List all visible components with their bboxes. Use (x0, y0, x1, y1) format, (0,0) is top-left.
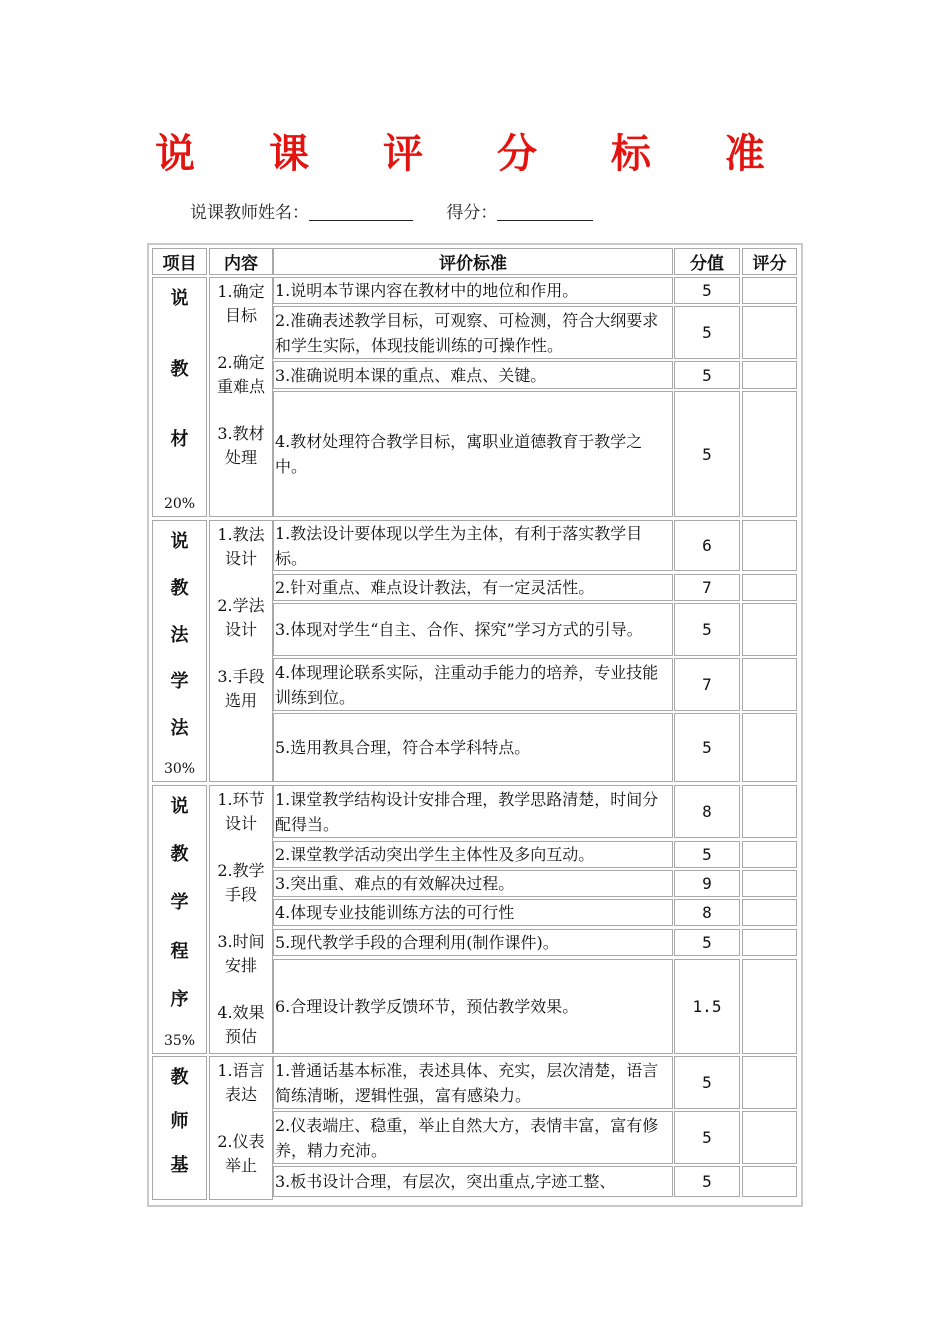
content-entry: 4.效果 预估 (217, 1003, 265, 1046)
points-cell: 5 (674, 841, 740, 868)
section-item-char: 基 (170, 1155, 189, 1176)
criterion-cell: 5.现代教学手段的合理利用(制作课件)。 (273, 929, 673, 956)
points-cell: 5 (674, 277, 740, 304)
score-input-cell[interactable] (742, 841, 797, 868)
header-points: 分值 (674, 248, 740, 275)
points-cell: 8 (674, 785, 740, 838)
points-cell: 5 (674, 929, 740, 956)
section-item-char: 程 (170, 940, 189, 962)
content-entry: 3.时间 安排 (217, 932, 265, 975)
score-input-cell[interactable] (742, 1111, 797, 1164)
section-percent: 30% (163, 760, 196, 777)
teacher-name-field[interactable] (309, 204, 413, 221)
criterion-cell: 4.体现理论联系实际，注重动手能力的培养，专业技能训练到位。 (273, 658, 673, 711)
criterion-cell: 2.仪表端庄、稳重，举止自然大方，表情丰富，富有修养，精力充沛。 (273, 1111, 673, 1164)
criterion-cell: 1.说明本节课内容在教材中的地位和作用。 (273, 277, 673, 304)
criterion-cell: 1.普通话基本标准，表述具体、充实，层次清楚，语言简练清晰，逻辑性强，富有感染力。 (273, 1056, 673, 1109)
section-percent: 35% (163, 1032, 196, 1049)
criterion-cell: 4.体现专业技能训练方法的可行性 (273, 899, 673, 926)
section-item-char: 说 (170, 288, 189, 309)
section-content (209, 277, 273, 517)
section-item-char: 教 (170, 358, 189, 380)
section-item (152, 1056, 207, 1200)
score-input-cell[interactable] (742, 658, 797, 711)
section-item-char: 教 (170, 577, 189, 599)
score-input-cell[interactable] (742, 603, 797, 656)
points-cell: 5 (674, 361, 740, 389)
teacher-name-label: 说课教师姓名： (190, 203, 309, 223)
score-input-cell[interactable] (742, 899, 797, 926)
section-item-char: 师 (170, 1111, 189, 1132)
criterion-cell: 5.选用教具合理，符合本学科特点。 (273, 713, 673, 782)
criterion-cell: 1.课堂教学结构设计安排合理，教学思路清楚，时间分配得当。 (273, 785, 673, 838)
page-title: 说 课 评 分 标 准 (155, 131, 795, 177)
points-cell: 5 (674, 306, 740, 359)
content-entry: 1.语言 表达 (217, 1061, 265, 1104)
score-input-cell[interactable] (742, 391, 797, 517)
criterion-cell: 6.合理设计教学反馈环节，预估教学效果。 (273, 959, 673, 1054)
criterion-cell: 2.课堂教学活动突出学生主体性及多向互动。 (273, 841, 673, 868)
header-criteria: 评价标准 (273, 248, 673, 275)
points-cell: 7 (674, 574, 740, 601)
criterion-cell: 3.板书设计合理，有层次，突出重点,字迹工整、 (273, 1166, 673, 1197)
score-label: 得分： (446, 203, 498, 223)
points-cell: 6 (674, 520, 740, 571)
header-score: 评分 (742, 248, 797, 275)
section-content (209, 520, 273, 782)
criterion-cell: 3.体现对学生“自主、合作、探究”学习方式的引导。 (273, 603, 673, 656)
section-item (152, 277, 207, 517)
section-item (152, 520, 207, 782)
score-input-cell[interactable] (742, 277, 797, 304)
section-item-char: 教 (170, 1067, 189, 1088)
section-item-char: 法 (170, 624, 189, 646)
score-input-cell[interactable] (742, 1166, 797, 1197)
section-item-char: 教 (170, 844, 189, 866)
points-cell: 9 (674, 870, 740, 897)
points-cell: 5 (674, 1111, 740, 1164)
criterion-cell: 2.针对重点、难点设计教法，有一定灵活性。 (273, 574, 673, 601)
criterion-cell: 2.准确表述教学目标，可观察、可检测，符合大纲要求和学生实际，体现技能训练的可操作性。 (273, 306, 673, 359)
section-item-char: 材 (170, 429, 189, 451)
header-fields (190, 198, 593, 223)
section-percent: 20% (163, 495, 196, 512)
content-entry: 2.仪表 举止 (217, 1132, 265, 1175)
score-input-cell[interactable] (742, 959, 797, 1054)
header-item: 项目 (152, 248, 207, 275)
score-input-cell[interactable] (742, 361, 797, 389)
section-item-char: 学 (170, 892, 189, 914)
score-input-cell[interactable] (742, 785, 797, 838)
content-entry: 1.确定 目标 (217, 282, 265, 325)
criterion-cell: 1.教法设计要体现以学生为主体，有利于落实教学目标。 (273, 520, 673, 571)
points-cell: 5 (674, 1166, 740, 1197)
score-input-cell[interactable] (742, 713, 797, 782)
criterion-cell: 4.教材处理符合教学目标，寓职业道德教育于教学之中。 (273, 391, 673, 517)
section-item-char: 学 (170, 671, 189, 693)
content-entry: 3.教材 处理 (217, 424, 265, 467)
section-item-char: 说 (170, 796, 189, 817)
criterion-cell: 3.准确说明本课的重点、难点、关键。 (273, 361, 673, 389)
content-entry: 1.教法 设计 (217, 525, 265, 568)
score-input-cell[interactable] (742, 929, 797, 956)
points-cell: 8 (674, 899, 740, 926)
score-input-cell[interactable] (742, 870, 797, 897)
points-cell: 5 (674, 391, 740, 517)
points-cell: 5 (674, 713, 740, 782)
total-score-field[interactable] (497, 204, 593, 221)
points-cell: 1.5 (674, 959, 740, 1054)
content-entry: 3.手段 选用 (217, 667, 265, 710)
points-cell: 5 (674, 1056, 740, 1109)
content-entry: 2.学法 设计 (217, 596, 265, 639)
content-entry: 1.环节 设计 (217, 790, 265, 833)
content-entry: 2.确定 重难点 (216, 353, 265, 396)
section-item-char: 说 (170, 531, 189, 552)
section-item-char: 法 (170, 718, 189, 740)
score-input-cell[interactable] (742, 306, 797, 359)
section-item (152, 785, 207, 1054)
section-item-char: 序 (170, 988, 189, 1010)
points-cell: 5 (674, 603, 740, 656)
section-content (209, 1056, 273, 1200)
score-input-cell[interactable] (742, 520, 797, 571)
header-content: 内容 (209, 248, 273, 275)
points-cell: 7 (674, 658, 740, 711)
score-input-cell[interactable] (742, 574, 797, 601)
content-entry: 2.教学 手段 (217, 861, 265, 904)
score-input-cell[interactable] (742, 1056, 797, 1109)
criterion-cell: 3.突出重、难点的有效解决过程。 (273, 870, 673, 897)
section-content (209, 785, 273, 1054)
